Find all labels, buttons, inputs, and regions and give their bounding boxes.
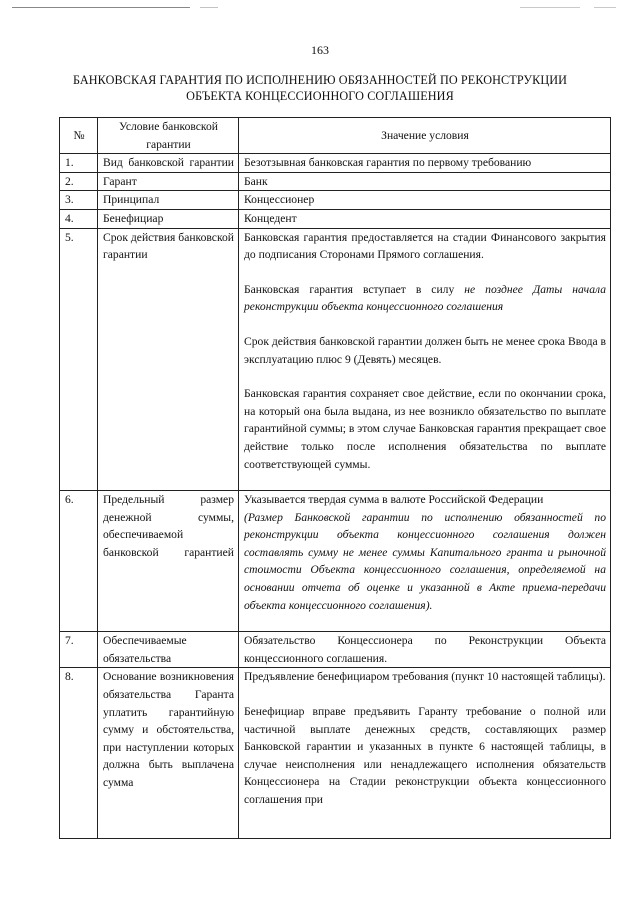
value-paragraph: Банковская гарантия сохраняет свое действие, если по окончании срока, на который она была выдана, из нее возникло обязательство по выплате гарантийной суммы; в этом случае Банковская гарантия прекращает свое действие только после исполнения обязательства по выплате соответствующей суммы. — [244, 387, 606, 471]
table-row — [60, 632, 611, 668]
row-value: Банк — [239, 172, 611, 191]
table-row — [60, 172, 611, 191]
value-text: Банковская гарантия вступает в силу — [244, 282, 465, 296]
table-row — [60, 491, 611, 632]
row-num: 7. — [60, 632, 98, 668]
row-condition — [98, 668, 239, 839]
row-condition: Предельный размер денежной суммы, обеспечиваемой банковской гарантией — [98, 491, 239, 632]
row-value — [239, 228, 611, 491]
row-value — [239, 491, 611, 632]
row-num: 6. — [60, 491, 98, 632]
value-paragraph: Банковская гарантия предоставляется на стадии Финансового закрытия до подписания Сторонами Прямого соглашения. — [244, 230, 606, 262]
scan-artifact-line — [200, 7, 218, 8]
row-num: 1. — [60, 154, 98, 173]
document-title — [40, 72, 600, 104]
table-row — [60, 154, 611, 173]
row-condition: Обеспечиваемые обязательства — [98, 632, 239, 668]
value-paragraph — [244, 281, 606, 316]
row-value — [239, 668, 611, 839]
title-line-2: ОБЪЕКТА КОНЦЕССИОННОГО СОГЛАШЕНИЯ — [186, 89, 454, 103]
scan-artifact-line — [594, 7, 616, 8]
guarantee-conditions-table — [59, 117, 611, 839]
value-paragraph: Указывается твердая сумма в валюте Российской Федерации — [244, 493, 544, 507]
row-condition: Бенефициар — [98, 209, 239, 228]
value-paragraph: Бенефициар вправе предъявить Гаранту требование о полной или частичной выплате денежных средств, составляющих размер Банковской гарантии и указанных в пункте 6 настоящей таблицы, в случае неисполнения или ненадлежащего исполнения обязательств Концессионера на Стадии реконструкции объекта концессионного соглашения при — [244, 705, 606, 806]
row-condition: Принципал — [98, 191, 239, 210]
table-row — [60, 209, 611, 228]
table-row — [60, 191, 611, 210]
table-row — [60, 228, 611, 491]
title-line-1: БАНКОВСКАЯ ГАРАНТИЯ ПО ИСПОЛНЕНИЮ ОБЯЗАННОСТЕЙ ПО РЕКОНСТРУКЦИИ — [72, 73, 568, 87]
row-condition: Гарант — [98, 172, 239, 191]
row-num: 2. — [60, 172, 98, 191]
header-value: Значение условия — [239, 118, 611, 154]
row-condition: Срок действия банковской гарантии — [98, 228, 239, 491]
row-num: 5. — [60, 228, 98, 491]
row-value: Концедент — [239, 209, 611, 228]
row-num: 4. — [60, 209, 98, 228]
row-value: Концессионер — [239, 191, 611, 210]
header-num: № — [60, 118, 98, 154]
value-paragraph: Срок действия банковской гарантии должен быть не менее срока Ввода в эксплуатацию плюс 9 (Девять) месяцев. — [244, 334, 606, 366]
row-value-text — [244, 668, 606, 838]
header-condition: Условие банковской гарантии — [98, 118, 239, 154]
row-num: 8. — [60, 668, 98, 839]
page-number: 163 — [311, 43, 329, 57]
value-paragraph: Предъявление бенефициаром требования (пункт 10 настоящей таблицы). — [244, 670, 606, 684]
scan-artifact-line — [12, 7, 190, 8]
value-paragraph-italic: (Размер Банковской гарантии по исполнению обязанностей по реконструкции объекта концессионного соглашения должен составлять сумму не менее суммы Капитального гранта и рыночной стоимости Объекта концессионного соглашения, определяемой на основании отчета об оценке и указанной в Акте приема-передачи объекта концессионного соглашения). — [244, 510, 606, 612]
row-value: Обязательство Концессионера по Реконструкции Объекта концессионного соглашения. — [239, 632, 611, 668]
table-header-row — [60, 118, 611, 154]
row-num: 3. — [60, 191, 98, 210]
value-text-italic: не позднее Даты начала реконструкции объекта концессионного соглашения — [244, 282, 606, 314]
row-condition-text: Основание возникновения обязательства Гаранта уплатить гарантийную сумму и обстоятельства, при наступлении которых должна быть выплачена сумма — [103, 670, 234, 789]
scan-artifact-line — [520, 7, 580, 8]
row-value: Безотзывная банковская гарантия по первому требованию — [239, 154, 611, 173]
table-row — [60, 668, 611, 839]
row-condition: Вид банковской гарантии — [98, 154, 239, 173]
